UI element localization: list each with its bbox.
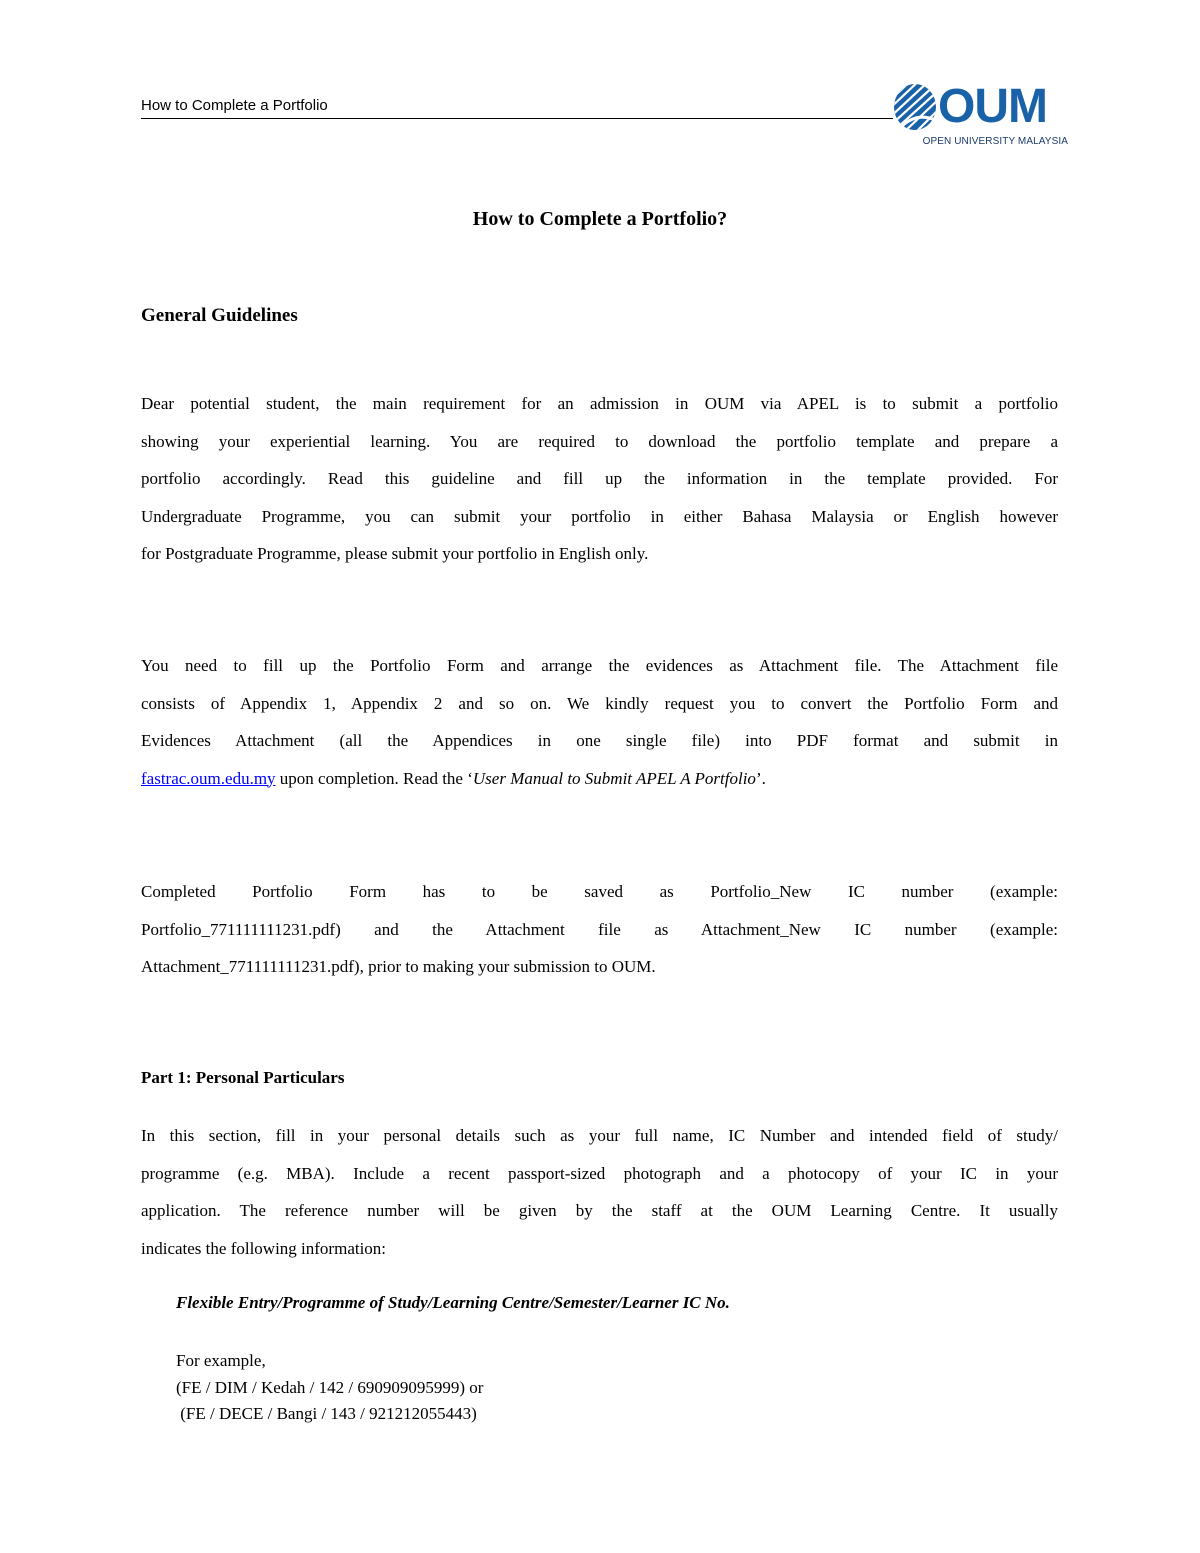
document-title: How to Complete a Portfolio?	[472, 208, 728, 230]
text-line: portfolio accordingly. Read this guideline and fill up the information in the template provided. For	[141, 469, 1058, 488]
part-1-paragraph	[141, 1117, 1058, 1267]
part-1-heading: Part 1: Personal Particulars	[141, 1068, 345, 1087]
header-rule	[141, 118, 893, 119]
text-line: Dear potential student, the main requirement for an admission in OUM via APEL is to submit a portfolio	[141, 394, 1058, 413]
example-label: For example,	[176, 1351, 266, 1370]
text-line: indicates the following information:	[141, 1238, 387, 1258]
text-line: Attachment_771111111231.pdf), prior to making your submission to OUM.	[141, 957, 656, 976]
general-paragraph-3	[141, 873, 1058, 986]
text-line: You need to fill up the Portfolio Form and arrange the evidences as Attachment file. The Attachment file	[141, 656, 1058, 675]
text-line: application. The reference number will be given by the staff at the OUM Learning Centre. It usually	[141, 1201, 1058, 1220]
example-line: (FE / DECE / Bangi / 143 / 921212055443)	[176, 1404, 477, 1423]
logo-wordmark: OUM	[938, 80, 1047, 133]
text-line: programme (e.g. MBA). Include a recent passport-sized photograph and a photocopy of your IC in your	[141, 1163, 1058, 1183]
reference-format: Flexible Entry/Programme of Study/Learning Centre/Semester/Learner IC No.	[176, 1293, 730, 1312]
text-line: for Postgraduate Programme, please submit your portfolio in English only.	[141, 544, 649, 563]
text-line	[141, 760, 1058, 798]
reference-examples	[176, 1348, 483, 1428]
running-header: How to Complete a Portfolio	[141, 97, 328, 114]
general-paragraph-2	[141, 647, 1058, 797]
text-line: In this section, fill in your personal details such as your full name, IC Number and intended field of study/	[141, 1126, 1058, 1145]
link-trailing-text: upon completion. Read the ‘	[275, 768, 473, 788]
text-line: Portfolio_771111111231.pdf) and the Attachment file as Attachment_New IC number (example:	[141, 919, 1058, 939]
general-paragraph-1	[141, 385, 1058, 573]
text-line: Completed Portfolio Form has to be saved as Portfolio_New IC number (example:	[141, 882, 1058, 901]
oum-globe-icon	[893, 83, 937, 131]
general-guidelines-heading: General Guidelines	[141, 305, 298, 326]
fastrac-link[interactable]: fastrac.oum.edu.my	[141, 768, 276, 788]
text-line: Evidences Attachment (all the Appendices in one single file) into PDF format and submit in	[141, 731, 1058, 750]
example-line: (FE / DIM / Kedah / 142 / 690909095999) or	[176, 1377, 484, 1397]
closing-quote: ’.	[755, 768, 766, 788]
oum-logo	[893, 80, 1068, 153]
text-line: showing your experiential learning. You are required to download the portfolio template and prepare a	[141, 431, 1058, 451]
text-line: consists of Appendix 1, Appendix 2 and so on. We kindly request you to convert the Portfolio Form and	[141, 693, 1058, 713]
text-line: Undergraduate Programme, you can submit your portfolio in either Bahasa Malaysia or English however	[141, 506, 1058, 526]
logo-subtitle: OPEN UNIVERSITY MALAYSIA	[922, 136, 1068, 147]
user-manual-title: User Manual to Submit APEL A Portfolio	[472, 768, 756, 788]
